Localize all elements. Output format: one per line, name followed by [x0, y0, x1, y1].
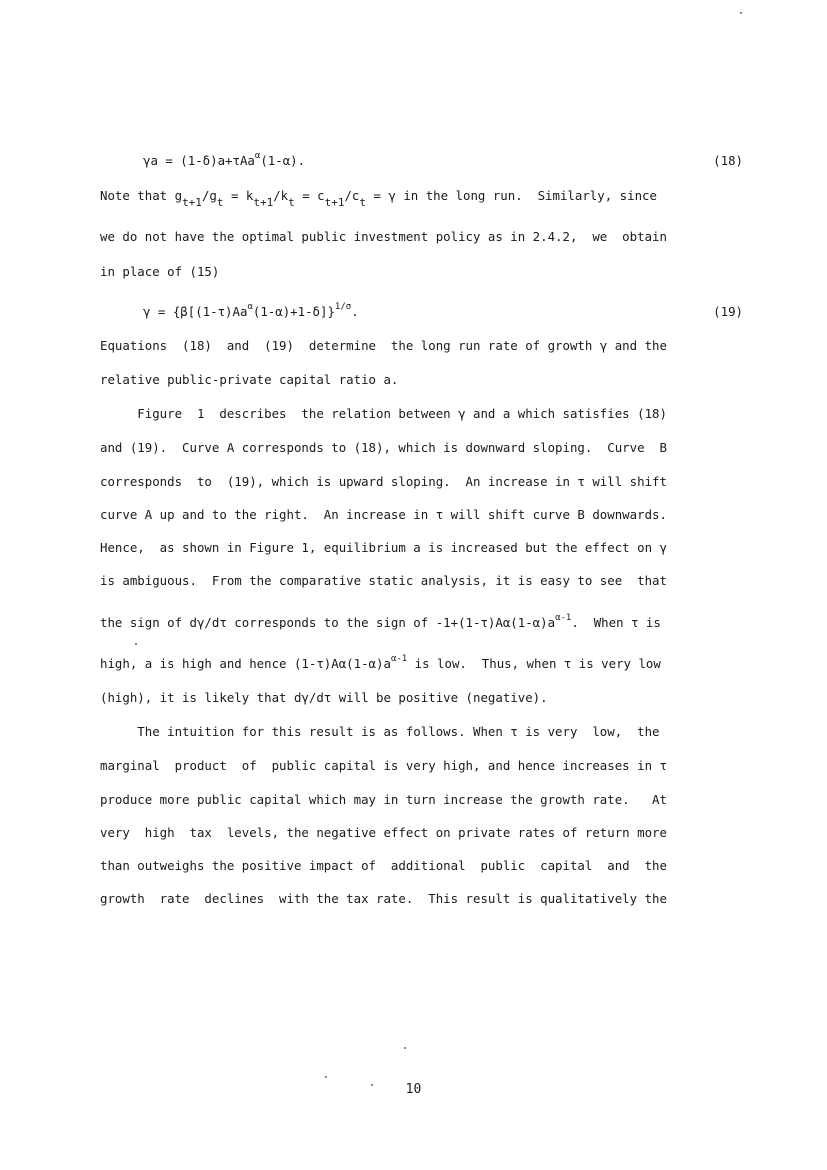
text-line: in place of (15): [100, 264, 220, 279]
eq19-sup-2: 1/σ: [334, 302, 352, 312]
high-text-2: is low. Thus, when τ is very low: [407, 656, 661, 671]
page-number: 10: [405, 1082, 422, 1097]
note-sub-6: t: [359, 196, 367, 209]
scan-speck: [404, 1047, 406, 1049]
text-line: growth rate declines with the tax rate. This result is qualitatively the: [100, 891, 667, 906]
eq19-end: .: [351, 304, 359, 319]
eq18-sup: α: [254, 151, 261, 161]
eq19-number: (19): [713, 304, 743, 319]
note-sub-5: t+1: [324, 196, 345, 209]
scan-speck: [135, 643, 137, 645]
note-text-3: = k: [223, 188, 254, 203]
eq19-lhs: γ = {β[(1-τ)Aa: [143, 304, 248, 319]
eq19-sup-1: α: [247, 302, 253, 312]
eq18-rest: (1-α).: [260, 153, 306, 168]
text-line: than outweighs the positive impact of additional public capital and the: [100, 858, 667, 873]
sign-sup: α-1: [555, 613, 572, 623]
high-line: [100, 656, 740, 671]
note-text-6: /c: [344, 188, 360, 203]
note-text-2: /g: [201, 188, 217, 203]
note-sub-4: t: [288, 196, 295, 209]
eq18-number: (18): [713, 153, 743, 168]
note-sub-2: t: [216, 196, 224, 209]
text-line: is ambiguous. From the comparative static analysis, it is easy to see that: [100, 573, 667, 588]
equation-18: [143, 153, 743, 168]
text-line: relative public-private capital ratio a.: [100, 372, 399, 387]
note-text-5: = c: [294, 188, 325, 203]
note-line: [100, 188, 740, 209]
text-line: corresponds to (19), which is upward sloping. An increase in τ will shift: [100, 474, 667, 489]
text-line: very high tax levels, the negative effect on private rates of return more: [100, 825, 667, 840]
text-line: Figure 1 describes the relation between γ and a which satisfies (18): [100, 406, 667, 421]
equation-19: [143, 304, 743, 319]
note-text-1: Note that g: [100, 188, 183, 203]
text-line: Hence, as shown in Figure 1, equilibrium a is increased but the effect on γ: [100, 540, 667, 555]
sign-line: [100, 615, 740, 630]
eq19-mid: (1-α)+1-δ]}: [252, 304, 335, 319]
note-text-7: = γ in the long run. Similarly, since: [366, 188, 657, 203]
text-line: curve A up and to the right. An increase in τ will shift curve B downwards.: [100, 507, 667, 522]
text-line: marginal product of public capital is very high, and hence increases in τ: [100, 758, 667, 773]
high-sup: α-1: [390, 654, 408, 664]
text-line: The intuition for this result is as follows. When τ is very low, the: [100, 724, 660, 739]
scan-speck: [325, 1076, 327, 1078]
text-line: (high), it is likely that dγ/dτ will be positive (negative).: [100, 690, 548, 705]
note-sub-1: t+1: [182, 196, 202, 209]
note-sub-3: t+1: [253, 196, 274, 209]
sign-text-1: the sign of dγ/dτ corresponds to the sign of -1+(1-τ)Aα(1-α)a: [100, 615, 556, 630]
text-line: Equations (18) and (19) determine the long run rate of growth γ and the: [100, 338, 667, 353]
scan-speck: [740, 12, 742, 14]
text-line: and (19). Curve A corresponds to (18), which is downward sloping. Curve B: [100, 440, 667, 455]
scan-speck: [371, 1084, 373, 1086]
note-text-4: /k: [273, 188, 289, 203]
high-text-1: high, a is high and hence (1-τ)Aα(1-α)a: [100, 656, 391, 671]
sign-text-2: . When τ is: [571, 615, 661, 630]
text-line: we do not have the optimal public investment policy as in 2.4.2, we obtain: [100, 229, 667, 244]
eq18-lhs: γa = (1-δ)a+τAa: [143, 153, 255, 168]
text-line: produce more public capital which may in turn increase the growth rate. At: [100, 792, 667, 807]
